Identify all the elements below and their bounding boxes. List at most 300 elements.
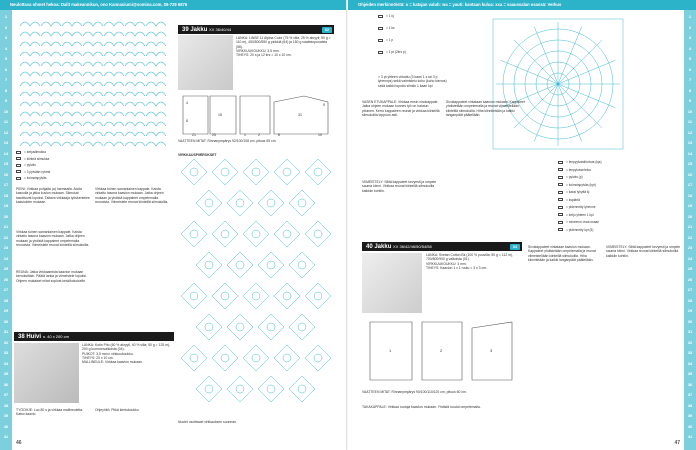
stitch-arc	[83, 72, 103, 76]
stitch-arc	[104, 102, 124, 106]
stitch-arc	[41, 72, 61, 76]
pattern-38-credits-box	[95, 408, 170, 412]
sidebar-number: 18	[687, 192, 693, 198]
stitch-ring	[252, 230, 260, 238]
pattern-39-badge: 02	[322, 27, 332, 33]
stitch-ring	[205, 199, 213, 207]
stitch-arc	[125, 72, 145, 76]
sidebar-number: 34	[3, 360, 9, 366]
stitch-arc	[83, 42, 103, 46]
stitch-arc	[83, 32, 103, 36]
left-article-extra	[16, 270, 91, 283]
schematic-label: 15	[218, 113, 222, 117]
stitch-ring	[314, 168, 322, 176]
stitch-diamond	[258, 376, 284, 402]
pattern-39-subtitle: XX 36/40/44	[209, 27, 232, 32]
pattern-39-photo	[178, 35, 233, 90]
stitch-arc	[62, 142, 82, 146]
stitch-diamond	[305, 221, 331, 247]
stitch-arc	[41, 92, 61, 96]
legend-label: = kolmoispylväs (kpt)	[566, 182, 596, 187]
sidebar-number: 25	[687, 266, 693, 271]
legend-symbol-icon	[378, 39, 383, 42]
pattern-38-tiheys: TIHEYS: 20 x 10 cm.	[82, 355, 114, 360]
stitch-diamond	[243, 159, 269, 185]
legend-label: = kiinteä silmukka	[24, 156, 50, 161]
stitch-arc	[125, 82, 145, 86]
sidebar-number: 32	[687, 339, 693, 345]
left-middle-text-body: Virkkaa toinen samanlainen kappale. Kaista virkattu tasona kaavion mukaan. Jatka ohjeen mukaan ja yhdistä kappaleet ompelemalla reunoista. Viimeistele reunat kiinteillä silmukoilla.	[95, 187, 169, 204]
stitch-arc	[41, 102, 61, 106]
stitch-arc	[125, 112, 145, 116]
stitch-diamond	[289, 190, 315, 216]
stitch-ring	[298, 323, 306, 331]
legend-label: = 1 pt (2krs p)	[386, 50, 406, 54]
stitch-arc	[104, 62, 124, 66]
sidebar-number: 7	[688, 77, 692, 82]
right-article-col2-text: Sivukappaleet virkataan kaavion mukaan. Kappaleet yhdistetään ompelemalla ja reunat viimeistellään kiinteillä silmukoilla. Hiha kiinnitetään ja kaikki langanpäät päätellään.	[446, 100, 525, 117]
pattern-40-tiheys: TIHEYS: Kaavion 1 x 1 ruutu = 3 x 3 cm.	[426, 265, 487, 270]
stitch-arc	[62, 132, 82, 136]
legend-row	[378, 26, 395, 30]
sidebar-number: 29	[687, 308, 693, 313]
stitch-ring	[221, 354, 229, 362]
stitch-arc	[62, 22, 82, 26]
sidebar-number: 12	[3, 129, 9, 135]
sidebar-number: 22	[3, 234, 9, 240]
sidebar-number: 24	[3, 255, 9, 261]
sidebar-number: 20	[687, 213, 693, 219]
sidebar-number: 28	[687, 297, 693, 303]
pattern-40-schematic	[362, 316, 522, 388]
stitch-arc	[104, 32, 124, 36]
sidebar-number: 18	[3, 192, 9, 198]
legend-symbol-icon	[558, 228, 563, 231]
legend-row	[558, 168, 591, 172]
pattern-38-header	[14, 332, 174, 341]
stitch-arc	[146, 22, 166, 26]
pattern-40-details	[426, 253, 522, 270]
right-lower-col2-text: VIIMEISTELY: Silitä kappaleet kevyesti ja ompele sauma kiinni. Virkkaa reunat kiinteillä silmukoilla kaikkiin kohtiin.	[606, 245, 681, 258]
stitch-arc	[125, 102, 145, 106]
stitch-arc	[20, 102, 40, 106]
stitch-arc	[125, 92, 145, 96]
stitch-diamond	[212, 283, 238, 309]
stitch-arc	[146, 102, 166, 106]
sidebar-number: 13	[3, 140, 9, 145]
stitch-arc	[104, 132, 124, 136]
legend-row	[16, 170, 50, 174]
stitch-diamond	[196, 314, 222, 340]
stitch-ring	[221, 230, 229, 238]
pattern-39-kaavio-label-text: VIRKKAUSPIIRROKSET	[178, 153, 217, 157]
pattern-40-photo	[362, 253, 422, 313]
pattern-39-tiheys: TIHEYS: 20 s ja 12 krs = 10 x 10 cm.	[236, 53, 292, 58]
motif-spoke	[558, 40, 602, 84]
sidebar-number: 38	[687, 402, 693, 408]
left-article-body	[16, 230, 91, 247]
pattern-40-header	[362, 242, 522, 251]
pattern-39-lanka: LANKA: LINSE 11 Alpina Color (75 % villa, 25 % akryyli; 50 g = 110 m), 450/500/550 g pinkkiä (64) ja 150 g vaaleanpunaista (56).	[236, 36, 331, 49]
sidebar-number: 40	[3, 423, 9, 429]
schematic-piece-label: 2	[440, 348, 443, 353]
stitch-arc	[146, 32, 166, 36]
legend-label: = ksplärtä	[566, 197, 580, 202]
sidebar-number: 14	[3, 150, 9, 156]
legend-symbol-icon	[16, 170, 21, 173]
stitch-diamond	[227, 376, 253, 402]
stitch-ring	[267, 199, 275, 207]
stitch-arc	[83, 82, 103, 86]
legend-symbol-icon	[378, 27, 383, 30]
legend-label: = kaksi lyhyttä kj	[566, 190, 590, 194]
sidebar-number: 2	[688, 24, 692, 30]
stitch-arc	[20, 122, 40, 126]
stitch-arc	[146, 72, 166, 76]
stitch-diamond	[212, 345, 238, 371]
sidebar-number: 4	[688, 45, 692, 51]
stitch-ring	[283, 354, 291, 362]
stitch-ring	[236, 385, 244, 393]
stitch-arc	[20, 142, 40, 146]
stitch-arc	[20, 42, 40, 46]
sidebar-number: 10	[3, 108, 9, 114]
sidebar-number: 39	[3, 413, 9, 418]
legend-symbol-icon	[16, 151, 21, 154]
stitch-arc	[104, 122, 124, 126]
legend-symbol-icon	[558, 206, 563, 209]
right-lower-col1-text: Sivukappaleet virkataan kaavion mukaan. Kappaleet yhdistetään ompelemalla ja reunat viimeistellään kiinteillä silmukoilla. Hiha kiinnitetään ja kaikki langanpäät päätellään.	[528, 245, 596, 262]
stitch-ring	[314, 292, 322, 300]
stitch-ring	[252, 292, 260, 300]
stitch-arc	[20, 22, 40, 26]
stitch-arc	[41, 142, 61, 146]
schematic-label: 10	[318, 133, 322, 137]
legend-label: = ketju yhteen 1 kpl	[566, 212, 594, 217]
legend-label: = kolmoispylväs	[24, 176, 47, 180]
sidebar-number: 5	[4, 56, 8, 61]
sidebar-number: 11	[687, 119, 693, 124]
stitch-arc	[62, 52, 82, 56]
stitch-arc	[20, 112, 40, 116]
pattern-39-nuolet: Nuolet osoittavat virkkauksen suunnan.	[178, 420, 237, 424]
legend-label: = lenpyylvastihoivas (kja)	[566, 160, 602, 164]
legend-row	[558, 198, 580, 202]
stitch-arc	[20, 82, 40, 86]
legend-label: = 1 ks	[386, 26, 395, 30]
legend-symbol-icon	[558, 183, 563, 186]
legend-symbol-icon	[558, 191, 563, 194]
legend-symbol-icon	[558, 161, 563, 164]
stitch-diamond	[274, 221, 300, 247]
legend-row	[558, 175, 583, 179]
stitch-diamond	[289, 314, 315, 340]
legend-symbol-icon	[16, 157, 21, 160]
sidebar-number: 38	[3, 402, 9, 408]
sidebar-number: 24	[687, 255, 693, 261]
stitch-ring	[190, 292, 198, 300]
stitch-arc	[146, 112, 166, 116]
sidebar-number: 32	[3, 339, 9, 345]
stitch-arc	[41, 82, 61, 86]
legend-label: = ketjusilmukka	[24, 150, 46, 154]
schematic-label: 8	[278, 133, 280, 137]
pattern-38-title: 38 Huivi	[18, 334, 42, 340]
stitch-ring	[283, 230, 291, 238]
stitch-ring	[236, 323, 244, 331]
left-article-extra-text: REUNA: Jatka virkkaamista kaavion mukaan kerroksittain. Päätä lanka ja viimeistele lopuksi. Ohjeen mukaiset mitat sopivat keskikokoiselle.	[16, 270, 87, 283]
stitch-arc	[146, 92, 166, 96]
legend-label: = 1 p	[386, 38, 394, 42]
square-motif-graphic	[488, 14, 638, 154]
sidebar-number: 37	[3, 392, 9, 397]
legend-row	[16, 157, 49, 161]
stitch-arc	[146, 122, 166, 126]
sidebar-number: 2	[4, 24, 8, 30]
right-lower-col1	[528, 245, 603, 262]
stitch-ring	[190, 230, 198, 238]
sidebar-number: 40	[687, 423, 693, 429]
pattern-40-kaava: TAKAKAPPALE: Virkkaa ruutuja kaavion mukaan. Yhdistä ruudut ompelemalla.	[362, 405, 481, 409]
stitch-ring	[236, 199, 244, 207]
legend-row	[16, 163, 36, 167]
stitch-arc	[62, 72, 82, 76]
pattern-40-title: 40 Jakku	[366, 244, 392, 250]
legend-label: = pylväs (p)	[566, 175, 583, 179]
stitch-arc	[83, 22, 103, 26]
stitch-arc	[104, 42, 124, 46]
sidebar-number: 6	[4, 66, 8, 72]
stitch-arc	[20, 32, 40, 36]
legend-label: = 1 kj	[386, 14, 394, 18]
stitch-ring	[314, 354, 322, 362]
stitch-ring	[205, 323, 213, 331]
sidebar-number: 23	[3, 245, 9, 250]
sidebar-number: 30	[3, 318, 9, 324]
sidebar-number: 11	[3, 119, 9, 124]
left-header-bar: Neulottava ohmet hekoa: Dalit makeannikun, ono Kannasiumi@somina.com, 09-729 6876	[0, 0, 348, 10]
stitch-arc	[104, 72, 124, 76]
sidebar-number: 21	[687, 224, 693, 229]
pattern-40-mitat: VAATTEEN MITAT: Rinnanympärys 90/100/110/120 cm, pituus 60 cm.	[362, 390, 467, 394]
stitch-arc	[104, 112, 124, 116]
stitch-arc	[125, 62, 145, 66]
sidebar-number: 3	[4, 35, 8, 40]
schematic-label: 31	[298, 113, 302, 117]
stitch-arc	[62, 82, 82, 86]
stitch-diamond	[212, 221, 238, 247]
stitch-ring	[267, 385, 275, 393]
stitch-arc	[20, 52, 40, 56]
sidebar-number: 23	[687, 245, 693, 250]
pattern-38-mallineule: MALLINEULE: Virkkaa kaavion mukaan.	[82, 360, 143, 365]
pattern-39-title: 39 Jakku	[182, 27, 208, 33]
sidebar-number: 1	[4, 14, 8, 19]
left-middle-text	[95, 187, 170, 204]
pattern-38-subtitle: n. 40 x 200 cm	[42, 334, 69, 339]
stitch-ring	[190, 354, 198, 362]
sidebar-number: 20	[3, 213, 9, 219]
stitch-arc	[20, 92, 40, 96]
right-article-col3	[362, 180, 442, 193]
left-article-body-text: Virkkaa toinen samanlainen kappale. Kaista virkattu tasona kaavion mukaan. Jatka ohjeen mukaan ja yhdistä kappaleet ompelemalla reunoista. Viimeistele reunat kiinteillä silmukoilla.	[16, 230, 90, 247]
stitch-diamond	[289, 376, 315, 402]
sidebar-number: 22	[687, 234, 693, 240]
stitch-ring	[221, 168, 229, 176]
right-header-bar: Ohjeiden merkinnöistä: o = katajan valuh: wa = yauti: kantaan kulua: xxa = vaaussalan osassä: Verkus	[348, 0, 696, 10]
stitch-diamond	[274, 283, 300, 309]
stitch-arc	[83, 132, 103, 136]
legend-label: = mineenoi ovaa osaan	[566, 220, 600, 224]
stitch-diamond	[181, 159, 207, 185]
sidebar-number: 15	[687, 161, 693, 166]
sidebar-number: 16	[687, 171, 693, 177]
sidebar-number: 1	[688, 14, 692, 19]
legend-row	[558, 190, 589, 194]
stitch-arc	[125, 22, 145, 26]
stitch-arc	[104, 82, 124, 86]
stitch-arc	[41, 112, 61, 116]
sidebar-number: 39	[687, 413, 693, 418]
stitch-arc	[104, 22, 124, 26]
stitch-arc	[125, 42, 145, 46]
jakku-40-schematic	[362, 316, 522, 388]
square-motif-chart	[488, 14, 638, 154]
pattern-40-badge: 04	[510, 244, 520, 250]
lace-chart-graphic	[14, 12, 169, 147]
legend-symbol-icon	[558, 221, 563, 224]
stitch-arc	[146, 142, 166, 146]
stitch-arc	[83, 102, 103, 106]
stitch-arc	[62, 92, 82, 96]
schematic-label: 25	[212, 133, 216, 137]
stitch-arc	[62, 102, 82, 106]
stitch-ring	[314, 230, 322, 238]
stitch-diamond	[258, 252, 284, 278]
sidebar-number: 35	[3, 371, 9, 376]
stitch-arc	[62, 122, 82, 126]
stitch-ring	[283, 168, 291, 176]
legend-row	[558, 213, 594, 217]
legend-label: = lenpylvasehnka	[566, 167, 591, 172]
stitch-diamond	[227, 314, 253, 340]
sidebar-number: 17	[3, 182, 9, 187]
pattern-39-header	[178, 25, 334, 34]
stitch-ring	[236, 261, 244, 269]
right-article-col3-text: VIIMEISTELY: Silitä kappaleet kevyesti ja ompele sauma kiinni. Virkkaa reunat kiinteillä silmukoilla kaikkiin kohtiin.	[362, 180, 437, 193]
legend-symbol-icon	[378, 51, 383, 54]
stitch-arc	[104, 92, 124, 96]
sidebar-number: 5	[688, 56, 692, 61]
stitch-arc	[125, 142, 145, 146]
stitch-arc	[41, 62, 61, 66]
sidebar-number: 19	[687, 203, 693, 208]
stitch-arc	[83, 62, 103, 66]
pattern-40-subtitle: XX 36/42/46/50/54/58	[393, 244, 432, 249]
stitch-arc	[62, 62, 82, 66]
stitch-arc	[146, 52, 166, 56]
sidebar-number: 33	[687, 350, 693, 355]
stitch-arc	[125, 122, 145, 126]
stitch-arc	[83, 122, 103, 126]
stitch-diamond	[227, 190, 253, 216]
stitch-diamond	[258, 190, 284, 216]
stitch-arc	[146, 42, 166, 46]
sidebar-number: 9	[688, 98, 692, 103]
schematic-label: 4	[186, 101, 188, 105]
sidebar-number: 25	[3, 266, 9, 271]
chart-38-lace	[14, 12, 169, 147]
sidebar-number: 33	[3, 350, 9, 355]
pattern-38-lanka: LANKA: Kotin Pito (60 % akryyli, 40 % villa; 50 g = 125 m), 200 g luonnonvalkoista (04).	[82, 343, 171, 352]
sidebar-number: 28	[3, 297, 9, 303]
legend-row	[558, 228, 593, 232]
sidebar-number: 8	[4, 87, 8, 93]
stitch-arc	[20, 62, 40, 66]
stitch-diamond	[305, 283, 331, 309]
legend-symbol-icon	[378, 15, 383, 18]
legend-symbol-icon	[558, 176, 563, 179]
stitch-diamond	[227, 252, 253, 278]
pattern-40-kaava-box	[362, 405, 522, 409]
stitch-diamond	[258, 314, 284, 340]
pattern-39-arrows-note	[178, 420, 334, 424]
stitch-diamond	[274, 159, 300, 185]
pattern-39-schematic	[178, 92, 334, 138]
pattern-38-tyoohje: TYÖOHJE: Luo 80 s ja virkkaa mallineuletta. Katso kaavio.	[16, 408, 84, 417]
sidebar-number: 7	[4, 77, 8, 82]
stitch-arc	[146, 82, 166, 86]
left-article-intro-text: PIENI: Virkkaa pohjalta (a) harmaalla. Aloita kasvulla ja jatka kuvion mukaan. Silmukat tasoittuvat lopuksi. Taitava virkkaaja työskentelee kaavioiden mukaan.	[16, 187, 90, 204]
left-page-number: 46	[16, 440, 22, 446]
stitch-ring	[252, 168, 260, 176]
legend-row	[378, 50, 406, 54]
sidebar-number: 16	[3, 171, 9, 177]
sidebar-number: 12	[687, 129, 693, 135]
sidebar-number: 31	[3, 329, 9, 334]
right-article-col1-text: VASEN ETUKAPPALE: Virkkaa ensin vinokappale. Jatka ohjeen mukaan kunnes työ on halutun pituinen. Kerro kappaleen reunat ja virkkaa kiinteillä silmukoilla loppuun asti.	[362, 100, 440, 117]
motif-spoke	[558, 84, 602, 128]
legend-row	[378, 14, 394, 18]
schematic-label: 1	[244, 133, 246, 137]
sidebar-number: 27	[687, 287, 693, 292]
sidebar-number: 21	[3, 224, 9, 229]
stitch-diamond	[274, 345, 300, 371]
stitch-ring	[221, 292, 229, 300]
legend-symbol-icon	[16, 164, 21, 167]
sidebar-number: 3	[688, 35, 692, 40]
sidebar-number: 6	[688, 66, 692, 72]
legend-symbol-icon	[558, 198, 563, 201]
sidebar-number: 30	[687, 318, 693, 324]
sidebar-number: 26	[687, 276, 693, 282]
stitch-ring	[267, 323, 275, 331]
sidebar-number: 27	[3, 287, 9, 292]
legend-symbol-icon	[16, 177, 21, 180]
stitch-diamond	[305, 345, 331, 371]
schematic-label: 21	[192, 133, 196, 137]
stitch-arc	[41, 122, 61, 126]
legend-symbol-icon	[558, 168, 563, 171]
stitch-ring	[267, 261, 275, 269]
pattern-39-koukku: VIRKKUUKOUKKU: 3,5 mm.	[236, 48, 280, 53]
pattern-39-measurements	[178, 139, 334, 143]
stitch-ring	[252, 354, 260, 362]
pattern-39-details	[236, 36, 334, 57]
stitch-arc	[41, 22, 61, 26]
schematic-label: 2	[258, 133, 260, 137]
stitch-ring	[205, 261, 213, 269]
